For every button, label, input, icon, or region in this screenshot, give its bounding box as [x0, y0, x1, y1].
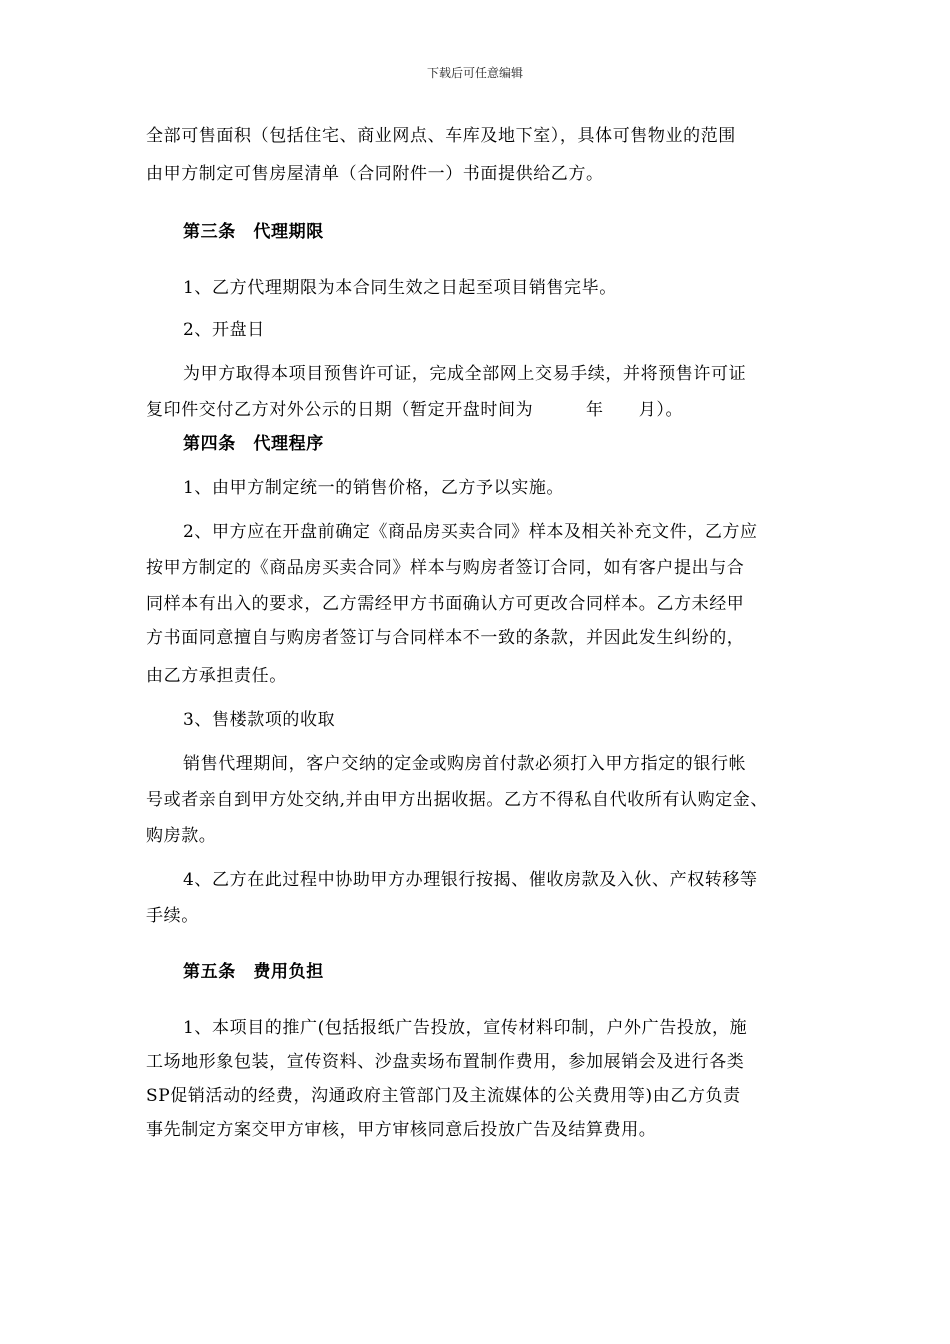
paragraph-line: 1、由甲方制定统一的销售价格，乙方予以实施。: [183, 478, 565, 498]
paragraph-line: 复印件交付乙方对外公示的日期（暂定开盘时间为 年 月）。: [146, 400, 684, 420]
paragraph-line: 2、甲方应在开盘前确定《商品房买卖合同》样本及相关补充文件，乙方应: [183, 522, 758, 542]
paragraph-line: 为甲方取得本项目预售许可证，完成全部网上交易手续，并将预售许可证: [183, 364, 747, 384]
page-header: 下载后可任意编辑: [426, 66, 523, 80]
paragraph-line: 4、乙方在此过程中协助甲方办理银行按揭、催收房款及入伙、产权转移等: [183, 870, 758, 890]
paragraph-line: 销售代理期间，客户交纳的定金或购房首付款必须打入甲方指定的银行帐: [183, 754, 747, 774]
paragraph-line: 工场地形象包装，宣传资料、沙盘卖场布置制作费用，参加展销会及进行各类: [146, 1052, 745, 1072]
paragraph-line: 1、乙方代理期限为本合同生效之日起至项目销售完毕。: [183, 278, 617, 298]
paragraph-line: 方书面同意擅自与购房者签订与合同样本不一致的条款，并因此发生纠纷的，: [146, 628, 745, 648]
section-heading-5: 第五条 费用负担: [183, 962, 324, 982]
section-heading-3: 第三条 代理期限: [183, 222, 324, 242]
paragraph-line: 全部可售面积（包括住宅、商业网点、车库及地下室），具体可售物业的范围: [146, 126, 736, 146]
paragraph-line: 购房款。: [146, 826, 217, 846]
paragraph-line: 同样本有出入的要求，乙方需经甲方书面确认方可更改合同样本。乙方未经甲: [146, 594, 745, 614]
section-heading-4: 第四条 代理程序: [183, 434, 324, 454]
paragraph-line: 按甲方制定的《商品房买卖合同》样本与购房者签订合同，如有客户提出与合: [146, 558, 745, 578]
paragraph-line: 事先制定方案交甲方审核，甲方审核同意后投放广告及结算费用。: [146, 1120, 657, 1140]
paragraph-line: 3、售楼款项的收取: [183, 710, 336, 730]
paragraph-line: 手续。: [146, 906, 199, 926]
paragraph-line: 2、开盘日: [183, 320, 265, 340]
paragraph-line: 1、本项目的推广(包括报纸广告投放，宣传材料印制，户外广告投放，施: [183, 1018, 748, 1038]
paragraph-line: SP促销活动的经费，沟通政府主管部门及主流媒体的公关费用等)由乙方负责: [146, 1086, 741, 1106]
paragraph-line: 由乙方承担责任。: [146, 666, 287, 686]
paragraph-line: 由甲方制定可售房屋清单（合同附件一）书面提供给乙方。: [146, 164, 604, 184]
paragraph-line: 号或者亲自到甲方处交纳,并由甲方出据收据。乙方不得私自代收所有认购定金、: [146, 790, 769, 810]
